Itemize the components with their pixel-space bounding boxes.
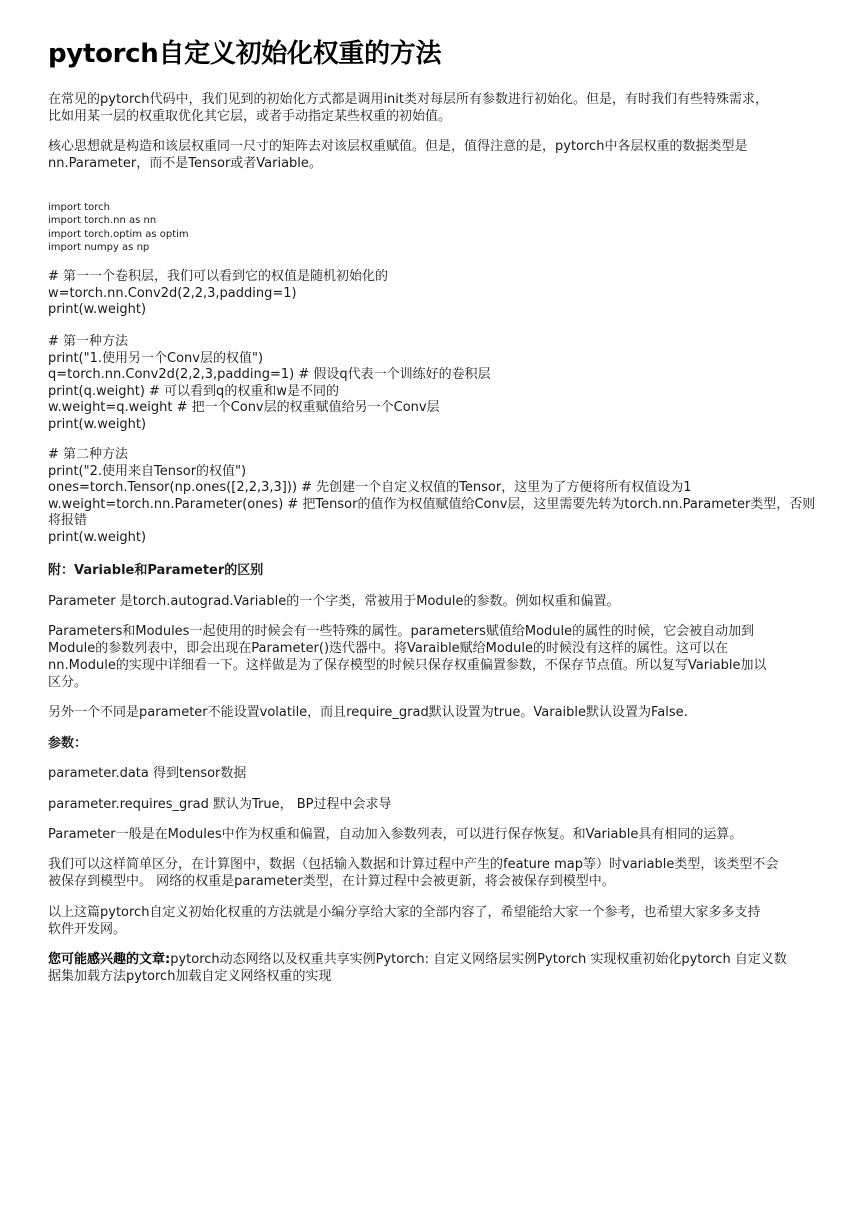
conclusion-paragraph: 以上这篇pytorch自定义初始化权重的方法就是小编分享给大家的全部内容了，希望能给大家一个参考，也希望大家多多支持 软件开发网。 (48, 905, 761, 937)
intro-paragraph-1: 在常见的pytorch代码中，我们见到的初始化方式都是调用init类对每层所有参数进行初始化。但是，有时我们有些特殊需求， 比如用某一层的权重取优化其它层，或者手动指定某些权重的初始值。 (48, 92, 769, 124)
params-paragraph-2: 我们可以这样简单区分，在计算图中，数据（包括输入数据和计算过程中产生的feature map等）时variable类型，该类型不会 被保存到模型中。 网络的权重是parameter类型，在计算过程中会被更新，将会被保存到模型中。 (48, 857, 779, 889)
params-item-data: parameter.data 得到tensor数据 (48, 766, 247, 781)
related-articles (48, 951, 824, 985)
appendix-paragraph-1: Parameter 是torch.autograd.Variable的一个字类，常被用于Module的参数。例如权重和偏置。 (48, 594, 620, 609)
appendix-paragraph-2: Parameters和Modules一起使用的时候会有一些特殊的属性。parameters赋值给Module的属性的时候，它会被自动加到 Module的参数列表中，即会出现在Parameter()迭代器中。将Varaible赋给Module的时候没有这样的属性。这可以在 nn.Module的实现中详细看一下。这样做是为了保存模型的时候只保存权重偏置参数，不保存节点值。所以复写Variable加以 区分。 (48, 624, 767, 690)
params-item-requires-grad: parameter.requires_grad 默认为True， BP过程中会求导 (48, 797, 392, 812)
appendix-heading: 附：Variable和Parameter的区别 (48, 563, 264, 578)
page-title: pytorch自定义初始化权重的方法 (48, 39, 442, 69)
code-block-3: # 第二种方法 print("2.使用来自Tensor的权值") ones=torch.Tensor(np.ones([2,2,3,3])) # 先创建一个自定义权值的Tensor，这里为了方便将所有权值设为1 w.weight=torch.nn.Parameter(ones) # 把Tensor的值作为权值赋值给Conv层，这里需要先转为torch.nn.Parameter类型，否则 将报错 print(w.weight) (48, 447, 816, 545)
code-imports: import torch import torch.nn as nn import torch.optim as optim import numpy as np (48, 202, 189, 253)
params-heading: 参数： (48, 736, 88, 751)
related-articles-label: 您可能感兴趣的文章: (48, 952, 171, 967)
code-block-1: # 第一一个卷积层，我们可以看到它的权值是随机初始化的 w=torch.nn.Conv2d(2,2,3,padding=1) print(w.weight) (48, 269, 389, 317)
related-articles-links[interactable]: pytorch动态网络以及权重共享实例Pytorch: 自定义网络层实例Pytorch 实现权重初始化pytorch 自定义数 据集加载方法pytorch加载自定义网络权重的实现 (48, 952, 787, 984)
intro-paragraph-2: 核心思想就是构造和该层权重同一尺寸的矩阵去对该层权重赋值。但是，值得注意的是，pytorch中各层权重的数据类型是 nn.Parameter，而不是Tensor或者Variable。 (48, 139, 748, 171)
appendix-paragraph-3: 另外一个不同是parameter不能设置volatile，而且require_grad默认设置为true。Varaible默认设置为False. (48, 705, 688, 720)
params-paragraph-1: Parameter一般是在Modules中作为权重和偏置，自动加入参数列表，可以进行保存恢复。和Variable具有相同的运算。 (48, 827, 743, 842)
code-block-2: # 第一种方法 print("1.使用另一个Conv层的权值") q=torch.nn.Conv2d(2,2,3,padding=1) # 假设q代表一个训练好的卷积层 print(q.weight) # 可以看到q的权重和w是不同的 w.weight=q.weight # 把一个Conv层的权重赋值给另一个Conv层 print(w.weight) (48, 334, 491, 432)
